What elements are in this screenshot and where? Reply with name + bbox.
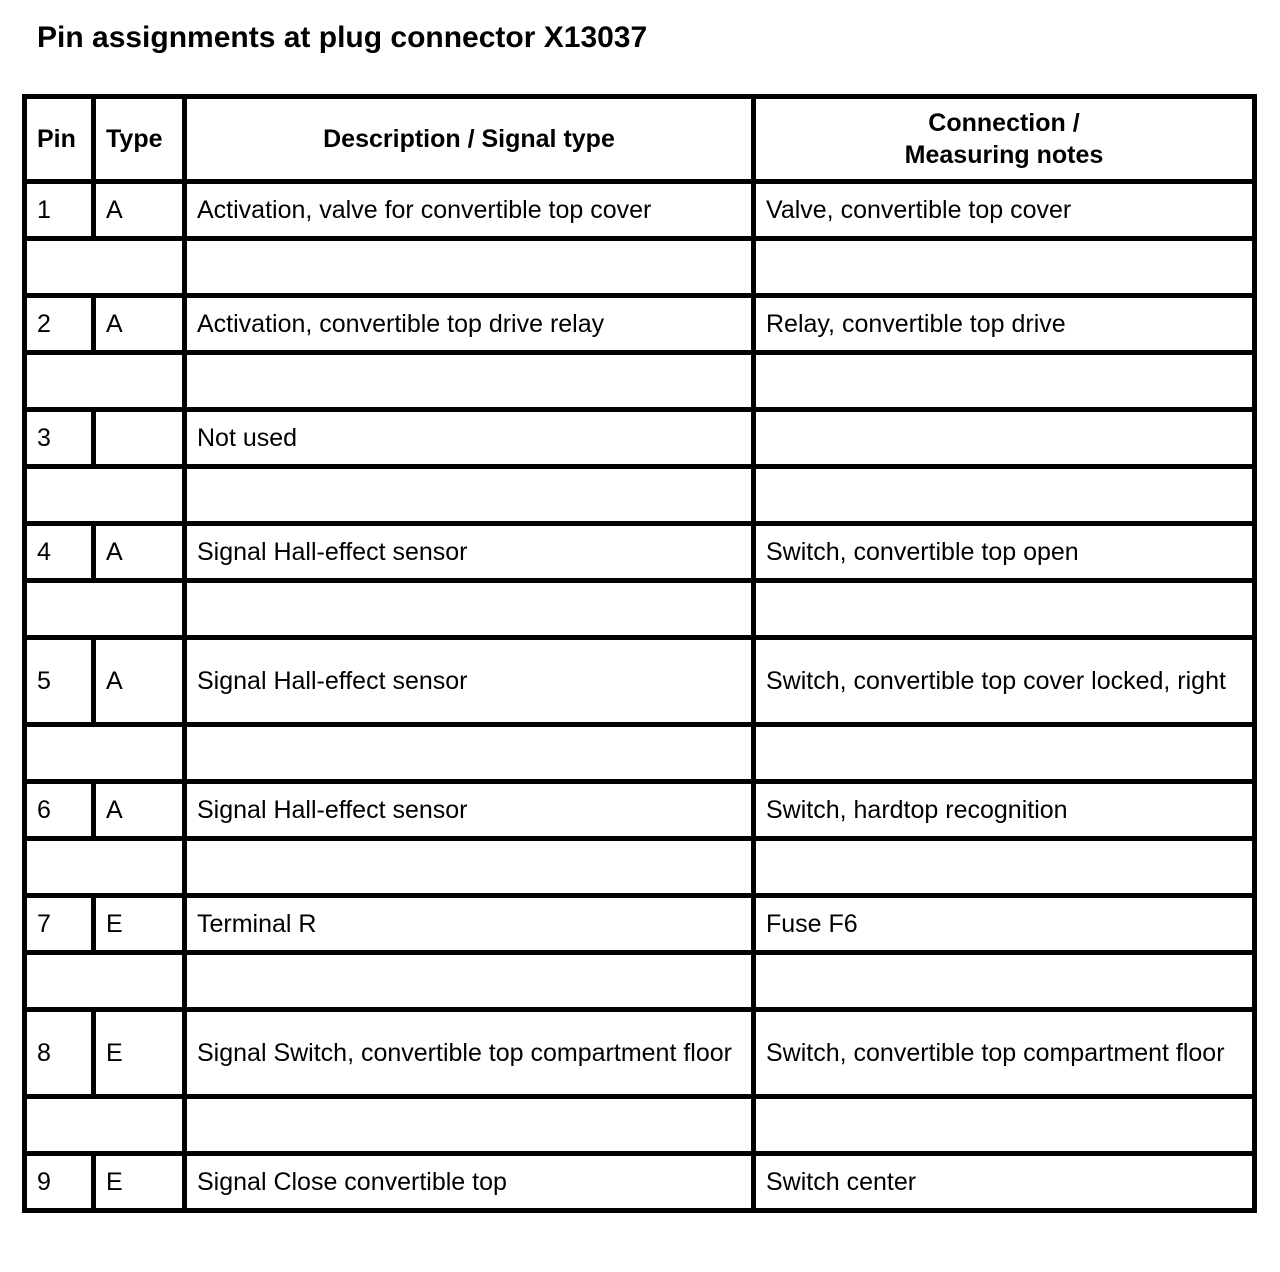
cell-connection: Fuse F6 (754, 896, 1255, 953)
cell-pin: 3 (25, 410, 94, 467)
spacer-row (25, 725, 1255, 782)
cell-type: A (94, 638, 185, 725)
spacer-cell (25, 953, 185, 1010)
cell-pin: 4 (25, 524, 94, 581)
spacer-cell (25, 467, 185, 524)
table-row (25, 1154, 1255, 1211)
spacer-row (25, 953, 1255, 1010)
spacer-cell (25, 839, 185, 896)
spacer-cell (25, 1097, 185, 1154)
spacer-row (25, 239, 1255, 296)
spacer-cell (185, 725, 754, 782)
spacer-cell (185, 1097, 754, 1154)
cell-pin: 9 (25, 1154, 94, 1211)
cell-description: Activation, valve for convertible top cover (185, 182, 754, 239)
cell-pin: 7 (25, 896, 94, 953)
cell-description: Activation, convertible top drive relay (185, 296, 754, 353)
cell-type (94, 410, 185, 467)
spacer-cell (25, 353, 185, 410)
table-row (25, 296, 1255, 353)
cell-connection: Switch center (754, 1154, 1255, 1211)
header-type: Type (94, 97, 185, 182)
table-row (25, 182, 1255, 239)
cell-pin: 5 (25, 638, 94, 725)
spacer-row (25, 467, 1255, 524)
page-title: Pin assignments at plug connector X13037 (37, 21, 648, 54)
table-row (25, 1010, 1255, 1097)
cell-connection: Switch, hardtop recognition (754, 782, 1255, 839)
spacer-cell (754, 725, 1255, 782)
spacer-cell (25, 725, 185, 782)
table-row (25, 782, 1255, 839)
spacer-row (25, 353, 1255, 410)
cell-pin: 1 (25, 182, 94, 239)
cell-connection: Relay, convertible top drive (754, 296, 1255, 353)
cell-pin: 6 (25, 782, 94, 839)
cell-type: E (94, 1010, 185, 1097)
spacer-cell (185, 353, 754, 410)
spacer-row (25, 839, 1255, 896)
header-pin: Pin (25, 97, 94, 182)
cell-type: A (94, 524, 185, 581)
spacer-cell (185, 581, 754, 638)
spacer-cell (25, 581, 185, 638)
cell-type: A (94, 782, 185, 839)
spacer-cell (754, 839, 1255, 896)
cell-connection: Switch, convertible top cover locked, right (754, 638, 1255, 725)
table-row (25, 410, 1255, 467)
spacer-row (25, 1097, 1255, 1154)
cell-pin: 2 (25, 296, 94, 353)
cell-description: Signal Hall-effect sensor (185, 524, 754, 581)
cell-connection: Valve, convertible top cover (754, 182, 1255, 239)
spacer-cell (25, 239, 185, 296)
spacer-cell (754, 1097, 1255, 1154)
spacer-cell (185, 467, 754, 524)
cell-description: Not used (185, 410, 754, 467)
spacer-cell (754, 581, 1255, 638)
spacer-cell (185, 953, 754, 1010)
cell-description: Signal Close convertible top (185, 1154, 754, 1211)
spacer-cell (185, 839, 754, 896)
cell-description: Signal Hall-effect sensor (185, 638, 754, 725)
cell-description: Signal Hall-effect sensor (185, 782, 754, 839)
table-row (25, 638, 1255, 725)
header-description: Description / Signal type (185, 97, 754, 182)
table-row (25, 524, 1255, 581)
cell-connection: Switch, convertible top open (754, 524, 1255, 581)
cell-type: A (94, 296, 185, 353)
spacer-cell (754, 953, 1255, 1010)
header-connection-line2: Measuring notes (904, 141, 1104, 169)
cell-connection (754, 410, 1255, 467)
spacer-cell (754, 467, 1255, 524)
spacer-cell (754, 353, 1255, 410)
cell-description: Signal Switch, convertible top compartment floor (185, 1010, 754, 1097)
cell-type: E (94, 1154, 185, 1211)
spacer-cell (754, 239, 1255, 296)
spacer-cell (185, 239, 754, 296)
table-header-row (25, 97, 1255, 182)
cell-type: A (94, 182, 185, 239)
pin-assignment-table (22, 94, 1257, 1213)
header-connection (754, 97, 1255, 182)
cell-description: Terminal R (185, 896, 754, 953)
cell-connection: Switch, convertible top compartment floor (754, 1010, 1255, 1097)
cell-type: E (94, 896, 185, 953)
spacer-row (25, 581, 1255, 638)
table-row (25, 896, 1255, 953)
cell-pin: 8 (25, 1010, 94, 1097)
header-connection-line1: Connection / (928, 109, 1080, 137)
